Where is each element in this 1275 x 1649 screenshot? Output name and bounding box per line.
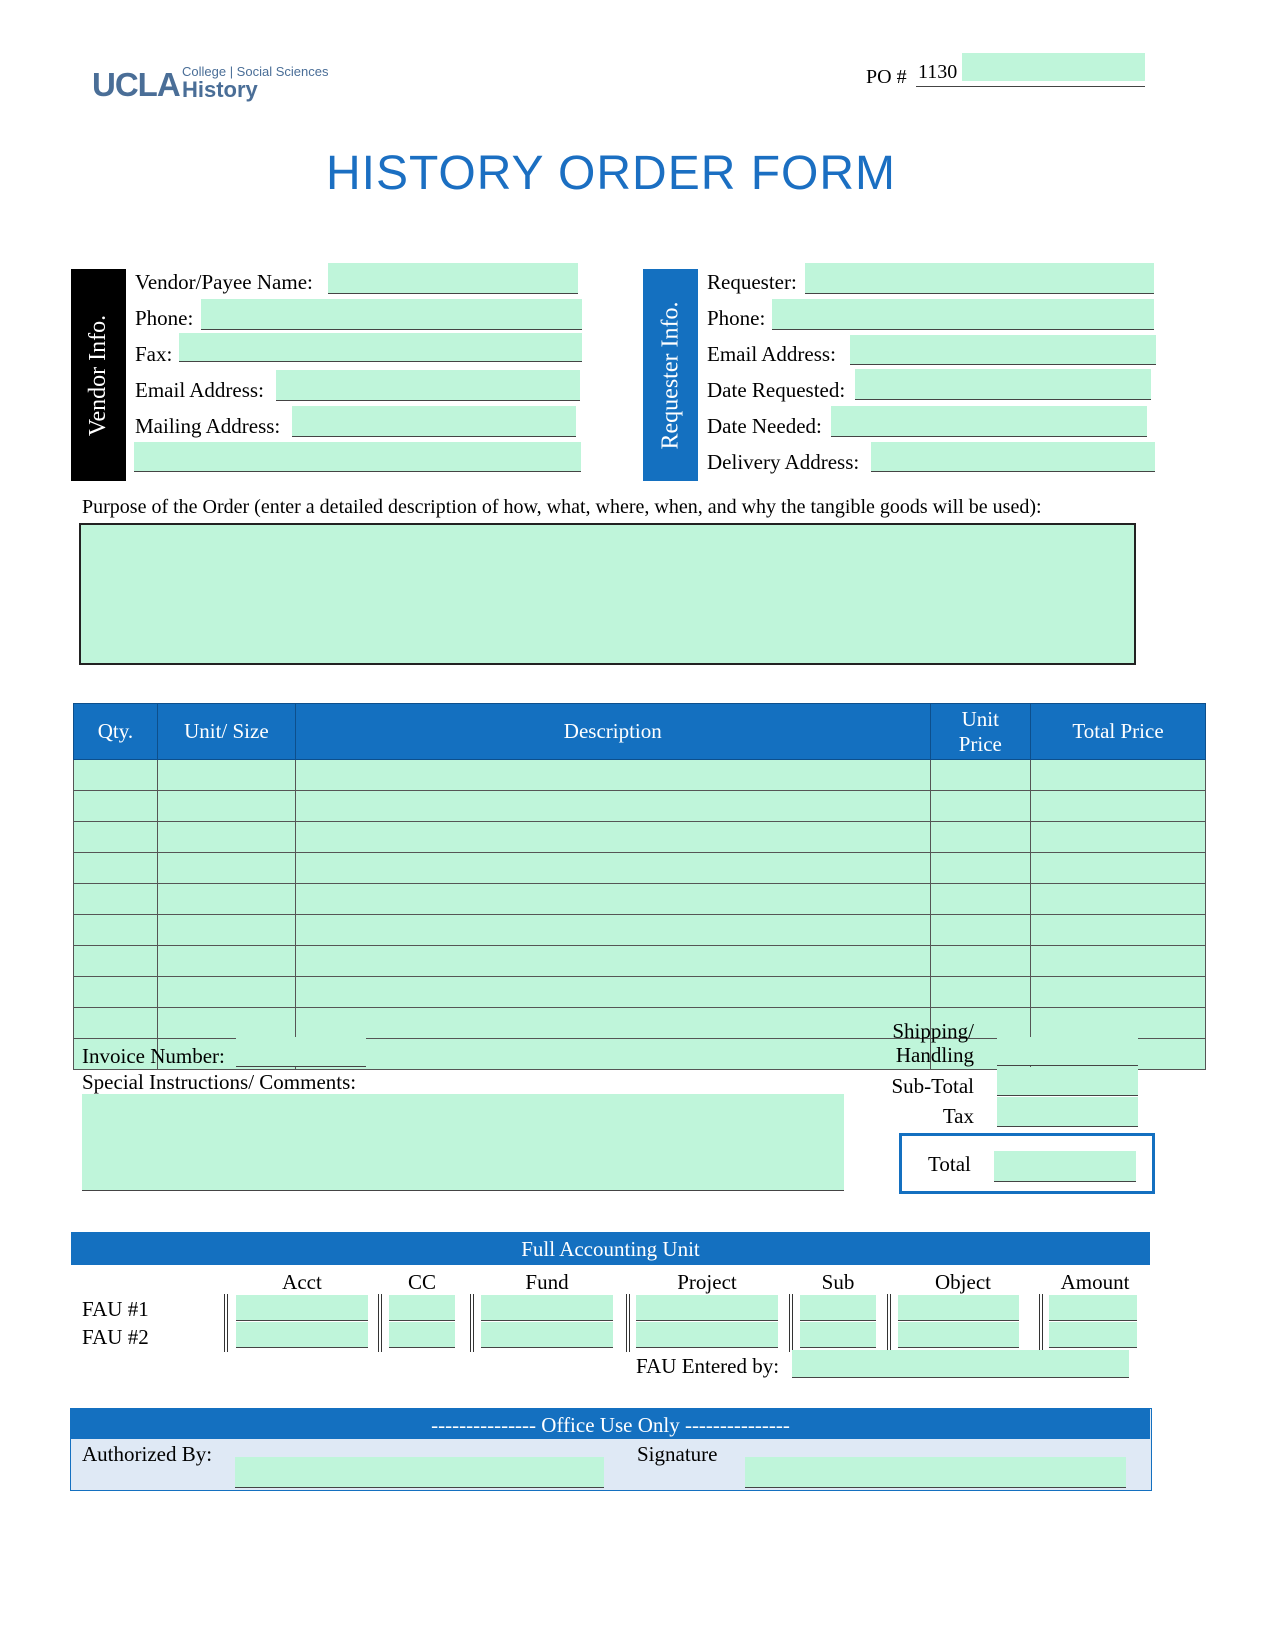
description-cell[interactable]	[295, 884, 930, 915]
col-header-unit-size: Unit/ Size	[157, 704, 295, 760]
requester-info-sidebar	[643, 269, 698, 481]
requester-phone-label: Phone:	[707, 306, 766, 330]
total-price-cell[interactable]	[1031, 915, 1206, 946]
fau-column-divider	[887, 1294, 888, 1352]
total-price-cell[interactable]	[1031, 822, 1206, 853]
qty-cell[interactable]	[74, 1008, 158, 1039]
fau-column-divider	[626, 1294, 627, 1352]
fau-row2-label: FAU #2	[82, 1325, 149, 1349]
subtotal-field[interactable]	[997, 1067, 1138, 1096]
date-requested-label: Date Requested:	[707, 378, 846, 402]
unit-size-cell[interactable]	[157, 760, 295, 791]
vendor-info-sidebar	[71, 269, 126, 481]
fau2-object-field[interactable]	[898, 1322, 1019, 1348]
fau2-cc-field[interactable]	[389, 1322, 455, 1348]
unit-price-cell[interactable]	[930, 946, 1031, 977]
authorized-by-label: Authorized By:	[82, 1442, 213, 1466]
delivery-address-label: Delivery Address:	[707, 450, 860, 474]
vendor-mailing-label: Mailing Address:	[135, 414, 281, 438]
fau-column-divider	[378, 1294, 379, 1352]
unit-size-cell[interactable]	[157, 946, 295, 977]
total-price-cell[interactable]	[1031, 884, 1206, 915]
total-price-cell[interactable]	[1031, 791, 1206, 822]
vendor-email-field[interactable]	[276, 370, 580, 401]
special-instructions-field[interactable]	[82, 1094, 844, 1191]
description-cell[interactable]	[295, 791, 930, 822]
requester-email-field[interactable]	[850, 335, 1156, 365]
table-row	[74, 791, 1206, 822]
invoice-number-label: Invoice Number:	[82, 1044, 225, 1068]
fau-col-amount: Amount	[1060, 1270, 1130, 1294]
fau1-object-field[interactable]	[898, 1295, 1019, 1321]
requester-field[interactable]	[805, 263, 1154, 294]
fau1-project-field[interactable]	[636, 1295, 778, 1321]
qty-cell[interactable]	[74, 915, 158, 946]
table-row	[74, 760, 1206, 791]
fau-column-divider	[629, 1294, 630, 1352]
po-label: PO #	[866, 66, 907, 88]
po-underline	[916, 86, 1145, 87]
fau-bar-label: Full Accounting Unit	[521, 1237, 700, 1261]
total-field[interactable]	[994, 1151, 1136, 1182]
fau2-acct-field[interactable]	[236, 1322, 368, 1348]
invoice-number-field[interactable]	[236, 1037, 366, 1067]
unit-size-cell[interactable]	[157, 853, 295, 884]
qty-cell[interactable]	[74, 791, 158, 822]
col-header-description: Description	[295, 704, 930, 760]
qty-cell[interactable]	[74, 946, 158, 977]
vendor-mailing-field-2[interactable]	[134, 442, 581, 472]
unit-price-cell[interactable]	[930, 822, 1031, 853]
fau2-fund-field[interactable]	[481, 1322, 613, 1348]
table-row	[74, 822, 1206, 853]
description-cell[interactable]	[295, 1008, 930, 1039]
po-number-field[interactable]	[962, 53, 1145, 81]
unit-size-cell[interactable]	[157, 1008, 295, 1039]
unit-price-cell[interactable]	[930, 977, 1031, 1008]
vendor-fax-field[interactable]	[179, 333, 582, 362]
signature-field[interactable]	[745, 1457, 1126, 1488]
table-row	[74, 884, 1206, 915]
requester-label: Requester:	[707, 270, 797, 294]
office-use-bar-label: --------------- Office Use Only ---------------	[431, 1413, 790, 1437]
fau2-project-field[interactable]	[636, 1322, 778, 1348]
total-price-cell[interactable]	[1031, 853, 1206, 884]
purpose-label: Purpose of the Order (enter a detailed description of how, what, where, when, and why the tangible goods will be used):	[82, 496, 1042, 518]
unit-size-cell[interactable]	[157, 977, 295, 1008]
fau-column-divider	[1042, 1294, 1043, 1352]
fau1-acct-field[interactable]	[236, 1295, 368, 1321]
fau1-amount-field[interactable]	[1049, 1295, 1137, 1321]
items-table	[73, 703, 1206, 1070]
logo-history-text: History	[182, 77, 258, 102]
fau-column-divider	[789, 1294, 790, 1352]
fau-col-acct: Acct	[282, 1270, 322, 1294]
date-needed-field[interactable]	[831, 406, 1147, 437]
description-cell[interactable]	[295, 915, 930, 946]
authorized-by-field[interactable]	[235, 1457, 604, 1488]
table-row	[74, 915, 1206, 946]
fau-row1-label: FAU #1	[82, 1297, 149, 1321]
fau1-fund-field[interactable]	[481, 1295, 613, 1321]
unit-size-cell[interactable]	[157, 884, 295, 915]
description-cell[interactable]	[295, 760, 930, 791]
logo-ucla-text: UCLA	[92, 66, 180, 103]
description-cell[interactable]	[295, 1039, 930, 1070]
po-number-value: 1130	[918, 61, 958, 83]
fau-column-divider	[227, 1294, 228, 1352]
vendor-name-label: Vendor/Payee Name:	[135, 270, 313, 294]
office-use-bar	[71, 1409, 1150, 1439]
fau-entered-by-field[interactable]	[792, 1350, 1129, 1378]
vendor-phone-field[interactable]	[201, 299, 582, 330]
unit-price-cell[interactable]	[930, 760, 1031, 791]
purpose-textarea[interactable]	[79, 523, 1136, 665]
requester-info-label: Requester Info.	[657, 301, 684, 449]
qty-cell[interactable]	[74, 822, 158, 853]
fau-entered-by-label: FAU Entered by:	[636, 1354, 780, 1378]
unit-size-cell[interactable]	[157, 791, 295, 822]
description-cell[interactable]	[295, 853, 930, 884]
table-row	[74, 946, 1206, 977]
unit-size-cell[interactable]	[157, 915, 295, 946]
vendor-email-label: Email Address:	[135, 378, 264, 402]
vendor-info-label: Vendor Info.	[85, 314, 111, 436]
date-needed-label: Date Needed:	[707, 414, 822, 438]
fau1-cc-field[interactable]	[389, 1295, 455, 1321]
description-cell[interactable]	[295, 977, 930, 1008]
fau-col-fund: Fund	[525, 1270, 569, 1294]
table-row	[74, 977, 1206, 1008]
fau-column-divider	[890, 1294, 891, 1352]
fau1-sub-field[interactable]	[800, 1295, 876, 1321]
fau-column-divider	[470, 1294, 471, 1352]
page-title: HISTORY ORDER FORM	[325, 147, 897, 200]
fau-column-divider	[381, 1294, 382, 1352]
fau-column-divider	[473, 1294, 474, 1352]
unit-price-cell[interactable]	[930, 791, 1031, 822]
description-cell[interactable]	[295, 822, 930, 853]
delivery-address-field[interactable]	[871, 442, 1155, 472]
total-price-cell[interactable]	[1031, 760, 1206, 791]
requester-email-label: Email Address:	[707, 342, 836, 366]
logo-college-text: College | Social Sciences	[182, 64, 329, 79]
fau-col-project: Project	[677, 1270, 737, 1294]
table-row	[74, 1008, 1206, 1039]
col-header-unit-price: Unit Price	[930, 704, 1031, 760]
total-label: Total	[928, 1152, 971, 1176]
qty-cell[interactable]	[74, 760, 158, 791]
unit-price-cell[interactable]	[930, 884, 1031, 915]
unit-price-cell[interactable]	[930, 915, 1031, 946]
qty-cell[interactable]	[74, 977, 158, 1008]
vendor-fax-label: Fax:	[135, 342, 173, 366]
fau-column-divider	[1039, 1294, 1040, 1352]
table-row	[74, 853, 1206, 884]
fau2-amount-field[interactable]	[1049, 1322, 1137, 1348]
ucla-history-logo	[92, 62, 332, 106]
vendor-phone-label: Phone:	[135, 306, 194, 330]
total-price-cell[interactable]	[1031, 1008, 1206, 1039]
shipping-handling-field[interactable]	[997, 1037, 1138, 1066]
fau-col-cc: CC	[407, 1270, 436, 1294]
tax-field[interactable]	[997, 1097, 1138, 1127]
fau2-sub-field[interactable]	[800, 1322, 876, 1348]
fau-bar	[71, 1232, 1150, 1265]
fau-column-divider	[792, 1294, 793, 1352]
qty-cell[interactable]	[74, 853, 158, 884]
fau-col-sub: Sub	[821, 1270, 855, 1294]
vendor-name-field[interactable]	[328, 263, 578, 294]
unit-size-cell[interactable]	[157, 822, 295, 853]
total-price-cell[interactable]	[1031, 977, 1206, 1008]
subtotal-label: Sub-Total	[891, 1074, 974, 1098]
shipping-handling-label: Shipping/ Handling	[892, 1019, 974, 1067]
special-instructions-label: Special Instructions/ Comments:	[82, 1070, 357, 1094]
col-header-total-price: Total Price	[1031, 704, 1206, 760]
description-cell[interactable]	[295, 946, 930, 977]
date-requested-field[interactable]	[855, 369, 1151, 400]
items-table-header	[74, 704, 1206, 760]
col-header-qty: Qty.	[74, 704, 158, 760]
unit-price-cell[interactable]	[930, 853, 1031, 884]
tax-label: Tax	[942, 1104, 974, 1128]
requester-phone-field[interactable]	[772, 299, 1154, 330]
signature-label: Signature	[637, 1442, 718, 1466]
fau-col-object: Object	[935, 1270, 991, 1294]
fau-column-divider	[224, 1294, 225, 1352]
vendor-mailing-field-1[interactable]	[292, 406, 576, 437]
qty-cell[interactable]	[74, 884, 158, 915]
total-price-cell[interactable]	[1031, 946, 1206, 977]
